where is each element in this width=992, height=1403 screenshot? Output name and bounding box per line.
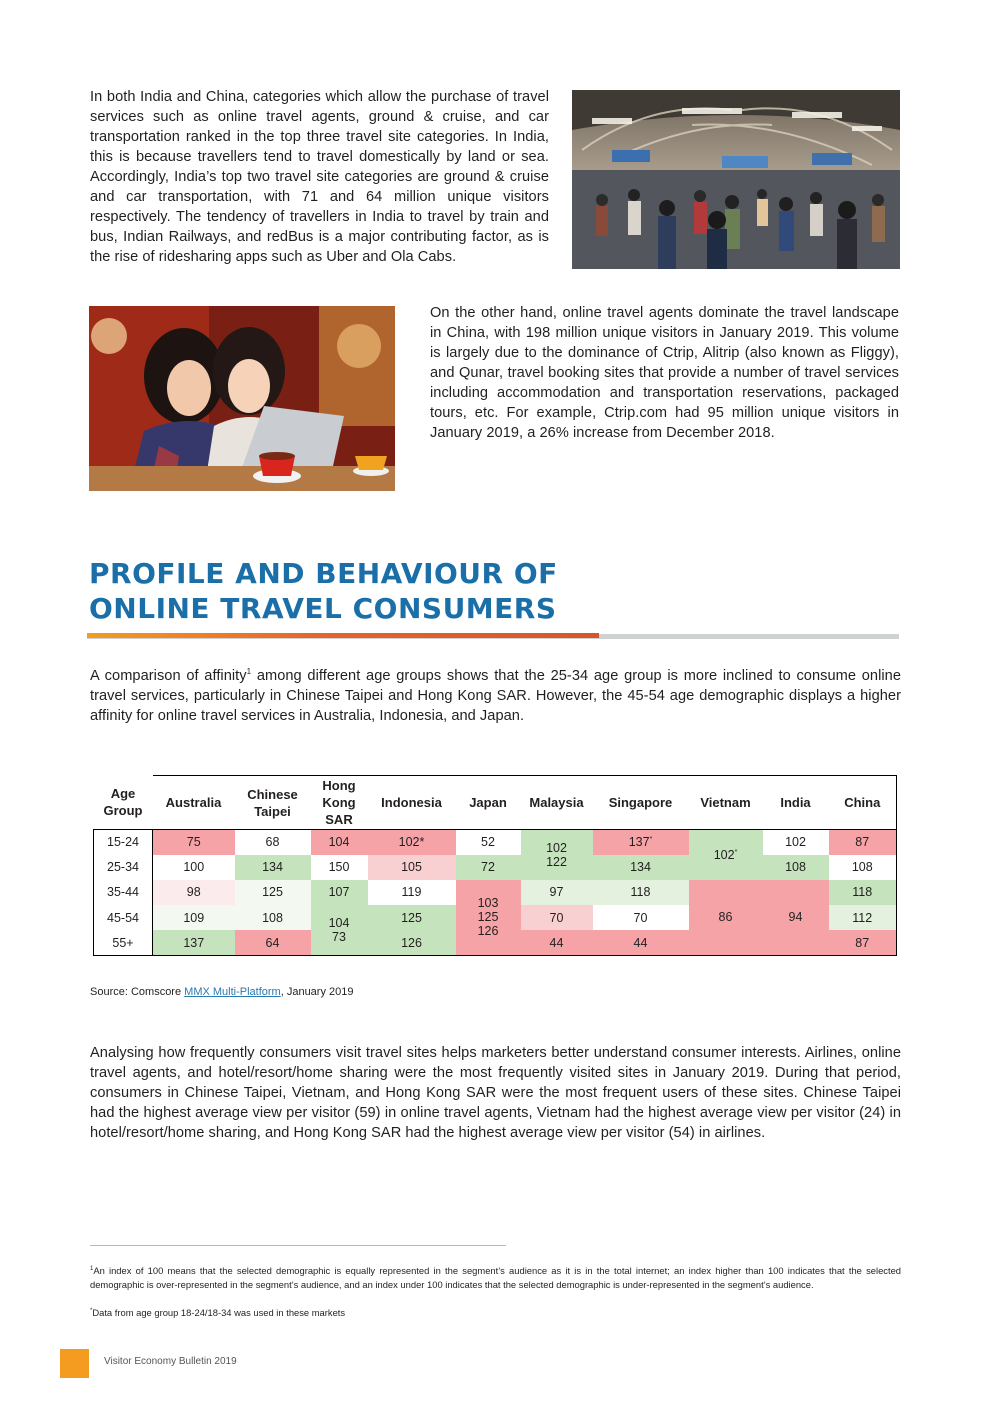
- footer-publication: Visitor Economy Bulletin 2019: [104, 1356, 237, 1367]
- cell-india-35-55: 94: [763, 880, 829, 956]
- source-suffix: , January 2019: [280, 986, 354, 998]
- affinity-intro-before: A comparison of affinity: [90, 667, 247, 684]
- cell-singapore-15-24: 137*: [593, 830, 689, 855]
- header-singapore: Singapore: [593, 776, 689, 830]
- header-china: China: [829, 776, 897, 830]
- train-station-photo: [572, 90, 900, 269]
- cell-indonesia-55: 126: [368, 930, 456, 955]
- cell-australia-55: 137: [153, 930, 235, 955]
- age-group-cell: 15-24: [94, 830, 153, 855]
- cell-singapore-55: 44: [593, 930, 689, 955]
- age-group-cell: 25-34: [94, 855, 153, 880]
- header-japan: Japan: [456, 776, 521, 830]
- cell-china-25-34: 108: [829, 855, 897, 880]
- cell-chinese-taipei-55: 64: [235, 930, 311, 955]
- cell-malaysia-15-34: 102 122: [521, 830, 593, 880]
- heading-divider-orange: [87, 633, 599, 638]
- cell-india-25-34: 108: [763, 855, 829, 880]
- cell-indonesia-45-54: 125: [368, 905, 456, 930]
- header-vietnam: Vietnam: [689, 776, 763, 830]
- table-header-row: [94, 776, 897, 830]
- footnote-divider: [90, 1245, 506, 1246]
- source-link[interactable]: MMX Multi-Platform: [184, 986, 281, 998]
- cell-chinese-taipei-35-44: 125: [235, 880, 311, 905]
- header-malaysia: Malaysia: [521, 776, 593, 830]
- age-group-cell: 45-54: [94, 905, 153, 930]
- intro-paragraph-china: On the other hand, online travel agents dominate the travel landscape in China, with 198 million unique visitors in January 2019. This volume is largely due to the dominance of Ctrip, Alitrip (also known as Fliggy), and Qunar, travel booking sites that provide a number of travel services including accommodation and transportation reservations, packaged tours, etc. For example, Ctrip.com had 95 million unique visitors in January 2019, a 26% increase from December 2018.: [430, 305, 899, 441]
- cell-china-55: 87: [829, 930, 897, 955]
- cell-indonesia-25-34: 105: [368, 855, 456, 880]
- section-heading-line2: ONLINE TRAVEL CONSUMERS: [89, 592, 557, 625]
- page-marker: [60, 1349, 89, 1378]
- cell-chinese-taipei-25-34: 134: [235, 855, 311, 880]
- cell-chinese-taipei-15-24: 68: [235, 830, 311, 855]
- cell-singapore-25-34: 134: [593, 855, 689, 880]
- section-heading: [89, 556, 558, 626]
- cell-hong-kong-25-34: 150: [311, 855, 368, 880]
- footnote-1: $^1$An index of 100 means that the selected demographic is equally represented in the segment’s audience as it is in the total internet; an index higher than 100 indicates that the selected demographic is over-represented in the segment’s audience, and an index under 100 indicates that the selected demographic is under-represented in the segment’s audience.: [90, 1265, 901, 1291]
- footnote-2: *Data from age group 18-24/18-34 was used in these markets: [90, 1307, 346, 1319]
- cell-indonesia-15-24: 102*: [368, 830, 456, 855]
- cell-vietnam-35-55: 86: [689, 880, 763, 956]
- cell-singapore-45-54: 70: [593, 905, 689, 930]
- cell-indonesia-35-44: 119: [368, 880, 456, 905]
- analysis-paragraph: Analysing how frequently consumers visit travel sites helps marketers better understand consumer interests. Airlines, online travel agents, and hotel/resort/home sharing were the most frequently visited sites in January 2019. During that period, consumers in Chinese Taipei, Vietnam, and Hong Kong SAR were the most frequent users of these sites. Chinese Taipei had the highest average view per visitor (59) in online travel agents, Vietnam had the highest average view per visitor (24) in hotel/resort/home sharing, and Hong Kong SAR had the highest average view per visitor (54) in airlines.: [90, 1045, 901, 1141]
- cell-japan-25-34: 72: [456, 855, 521, 880]
- header-australia: Australia: [153, 776, 235, 830]
- header-age-group: Age Group: [103, 786, 143, 819]
- table-row: [94, 830, 897, 855]
- table-source: [90, 986, 354, 998]
- cell-vietnam-15-34: 102*: [689, 830, 763, 880]
- table-row: [94, 880, 897, 905]
- age-group-cell: 35-44: [94, 880, 153, 905]
- table-row: [94, 855, 897, 880]
- cell-australia-15-24: 75: [153, 830, 235, 855]
- cell-singapore-35-44: 118: [593, 880, 689, 905]
- cell-australia-25-34: 100: [153, 855, 235, 880]
- section-heading-line1: PROFILE AND BEHAVIOUR OF: [89, 557, 558, 590]
- cell-japan-35-55: 103 125 126: [456, 880, 521, 956]
- source-prefix: Source: Comscore: [90, 986, 185, 998]
- cell-hong-kong-45-55: 104 73: [311, 905, 368, 955]
- cell-japan-15-24: 52: [456, 830, 521, 855]
- cell-hong-kong-15-24: 104: [311, 830, 368, 855]
- cell-india-15-24: 102: [763, 830, 829, 855]
- cell-hong-kong-35-44: 107: [311, 880, 368, 905]
- women-laptop-photo: [89, 306, 395, 491]
- header-india: India: [763, 776, 829, 830]
- header-chinese-taipei: Chinese Taipei: [235, 776, 311, 830]
- intro-paragraph-india: In both India and China, categories which allow the purchase of travel services such as online travel agents, ground & cruise, and car transportation ranked in the top three travel site categories. In India, this is because travellers tend to travel domestically by land or sea. Accordingly, India’s top two travel site categories are ground & cruise and car transportation, with 71 and 64 million unique visitors respectively. The tendency of travellers in India to travel by train and bus, Indian Railways, and redBus is a major contributing factor, as is the rise of ridesharing apps such as Uber and Ola Cabs.: [90, 89, 549, 265]
- cell-australia-45-54: 109: [153, 905, 235, 930]
- header-hong-kong: Hong Kong SAR: [311, 776, 368, 830]
- cell-chinese-taipei-45-54: 108: [235, 905, 311, 930]
- affinity-table: [93, 775, 897, 956]
- cell-china-35-44: 118: [829, 880, 897, 905]
- cell-china-15-24: 87: [829, 830, 897, 855]
- affinity-intro-after: among different age groups shows that the 25-34 age group is more inclined to consume online travel services, particularly in Chinese Taipei and Hong Kong SAR. However, the 45-54 age demographic displays a higher affinity for online travel services in Australia, Indonesia, and Japan.: [90, 667, 901, 724]
- header-indonesia: Indonesia: [368, 776, 456, 830]
- affinity-intro-paragraph: [90, 662, 901, 726]
- cell-china-45-54: 112: [829, 905, 897, 930]
- age-group-cell: 55+: [94, 930, 153, 955]
- cell-malaysia-55: 44: [521, 930, 593, 955]
- cell-australia-35-44: 98: [153, 880, 235, 905]
- footnote-ref-1: 1: [246, 667, 252, 676]
- cell-malaysia-35-44: 97: [521, 880, 593, 905]
- cell-malaysia-45-54: 70: [521, 905, 593, 930]
